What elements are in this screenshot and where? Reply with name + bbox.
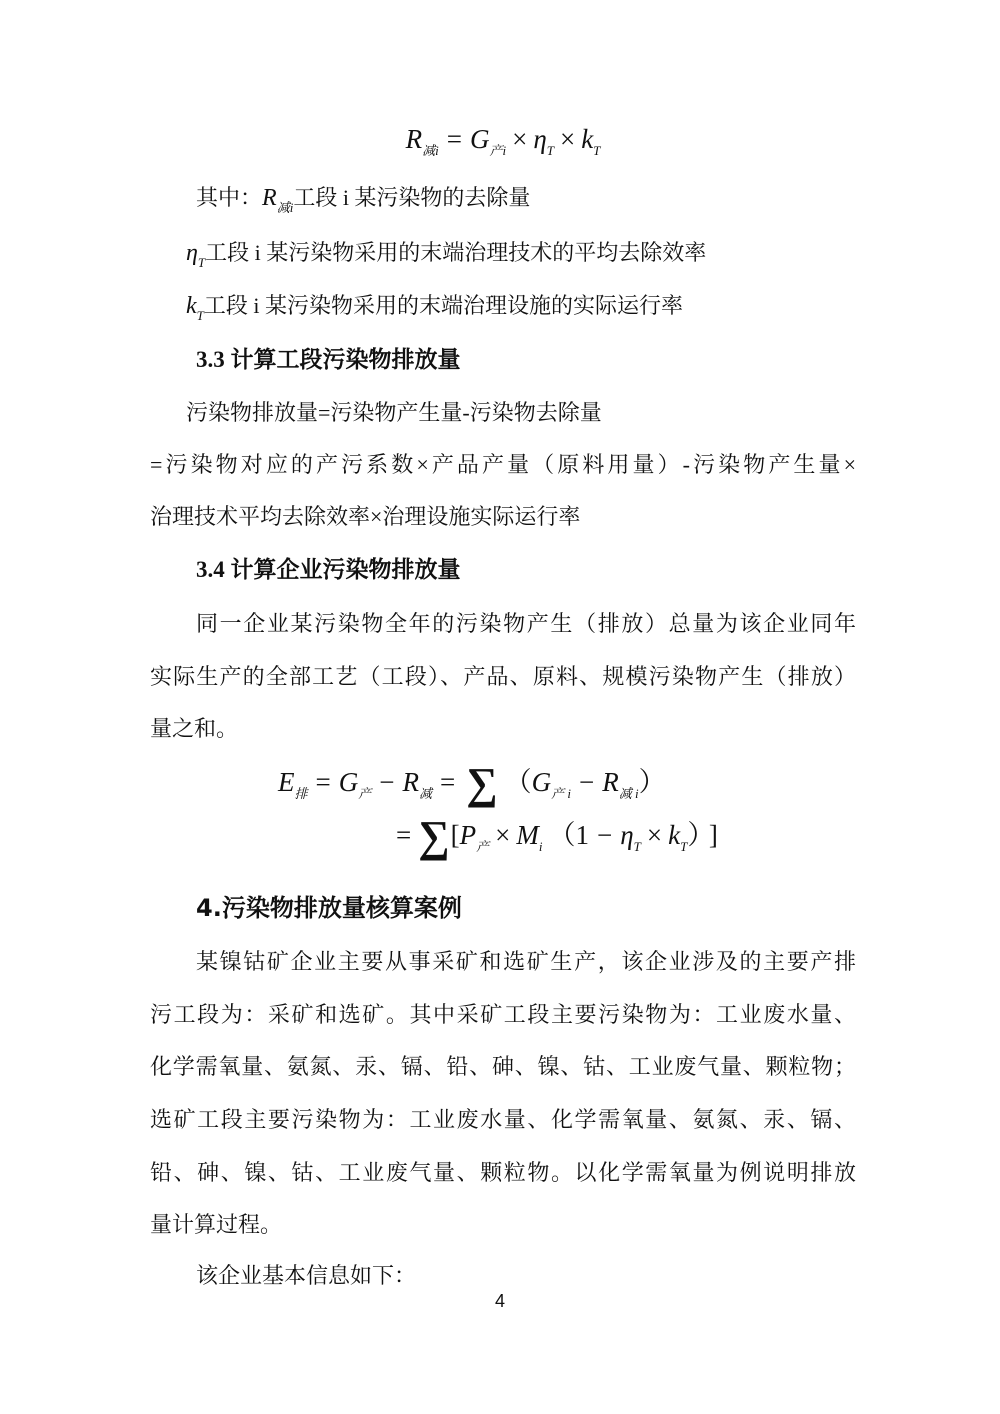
math-op: （ (548, 820, 576, 850)
math-num: 1 (575, 820, 589, 850)
emission-formula-row-1 (278, 759, 666, 808)
math-op: ） (687, 820, 701, 850)
case-paragraph-line-5: 铅、砷、镍、钴、工业废气量、颗粒物。以化学需氧量为例说明排放 (150, 1160, 856, 1185)
math-var: E (278, 767, 295, 797)
emission-calc-line-2: =污染物对应的产污系数×产品产量（原料用量）-污染物产生量× (150, 452, 856, 477)
math-var: R (405, 124, 423, 154)
math-sub: i (538, 839, 543, 854)
math-var: G (338, 767, 359, 797)
eta-definition-line (150, 236, 856, 272)
math-var: k (581, 124, 594, 154)
math-op: （ (504, 767, 532, 797)
case-paragraph-line-1: 某镍钴矿企业主要从事采矿和选矿生产，该企业涉及的主要产排 (196, 949, 856, 974)
math-sub: T (633, 839, 641, 854)
math-sub: 排 (294, 786, 308, 801)
math-op: × (559, 124, 576, 154)
basic-info-line: 该企业基本信息如下： (196, 1263, 417, 1288)
definition-text: 工段 i 某污染物采用的末端治理技术的平均去除效率 (205, 240, 707, 265)
section-heading-3-3: 3.3 计算工段污染物排放量 (196, 347, 461, 372)
math-var: η (533, 124, 547, 154)
case-paragraph-line-6: 量计算过程。 (150, 1212, 283, 1237)
enterprise-total-line-2: 实际生产的全部工艺（工段）、产品、原料、规模污染物产生（排放） (150, 664, 856, 689)
math-op: − (379, 767, 395, 797)
enterprise-total-line-1: 同一企业某污染物全年的污染物产生（排放）总量为该企业同年 (196, 611, 856, 636)
math-op: [ (450, 820, 460, 850)
case-paragraph-line-2: 污工段为：采矿和选矿。其中采矿工段主要污染物为：工业废水量、 (150, 1002, 856, 1027)
section-heading-4: 4.污染物排放量核算案例 (196, 894, 462, 922)
math-var: k (186, 293, 197, 319)
math-op: × (495, 820, 511, 850)
math-op: = (440, 767, 456, 797)
summation-icon: ∑ (466, 759, 498, 808)
math-op: ） (638, 767, 666, 797)
math-op: × (646, 820, 663, 850)
where-definition-line (150, 181, 856, 217)
definition-text: 工段 i 某污染物采用的末端治理设施的实际运行率 (203, 293, 684, 318)
math-sub: 减 (419, 786, 433, 801)
definition-text: 其中： (196, 185, 263, 210)
removal-quantity-formula (150, 122, 856, 156)
math-sub: T (546, 143, 554, 158)
math-op: = (315, 767, 331, 797)
math-sub: 产 (476, 839, 490, 854)
emission-formula-row-2 (396, 812, 718, 861)
math-op: − (579, 767, 595, 797)
math-var: η (620, 820, 634, 850)
emission-calc-line-3: 治理技术平均去除效率×治理设施实际运行率 (150, 504, 581, 529)
math-var: G (469, 124, 490, 154)
math-var: R (262, 185, 277, 211)
k-definition-line (150, 289, 856, 325)
page-number: 4 (494, 1291, 505, 1311)
math-op: = (446, 124, 462, 154)
math-var: R (402, 767, 419, 797)
math-var: R (602, 767, 619, 797)
math-op: × (512, 124, 528, 154)
section-heading-3-4: 3.4 计算企业污染物排放量 (196, 557, 461, 582)
summation-icon: ∑ (418, 812, 450, 861)
math-var: k (668, 820, 681, 850)
math-sub: 减 i (618, 786, 639, 801)
math-sub: T (196, 308, 204, 323)
case-paragraph-line-4: 选矿工段主要污染物为：工业废水量、化学需氧量、氨氮、汞、镉、 (150, 1107, 856, 1132)
math-sub: T (680, 839, 688, 854)
emission-calc-line-1: 污染物排放量=污染物产生量-污染物去除量 (186, 400, 602, 425)
math-var: G (531, 767, 552, 797)
enterprise-total-line-3: 量之和。 (150, 716, 239, 741)
math-var: P (459, 820, 477, 850)
case-paragraph-line-3: 化学需氧量、氨氮、汞、镉、铅、砷、镍、钴、工业废气量、颗粒物； (150, 1054, 856, 1079)
math-sub: 产i (489, 143, 507, 158)
definition-text: 工段 i 某污染物的去除量 (293, 185, 531, 210)
math-sub: 减i (422, 143, 439, 158)
math-op: ] (708, 820, 718, 850)
math-sub: 产 (358, 786, 372, 801)
math-sub: 产 i (551, 786, 571, 801)
math-op: − (596, 820, 613, 850)
math-sub: T (197, 255, 206, 270)
math-op: = (396, 820, 412, 850)
math-sub: 减i (276, 200, 294, 215)
math-var: η (186, 240, 198, 266)
math-sub: T (593, 143, 601, 158)
math-var: M (516, 820, 539, 850)
